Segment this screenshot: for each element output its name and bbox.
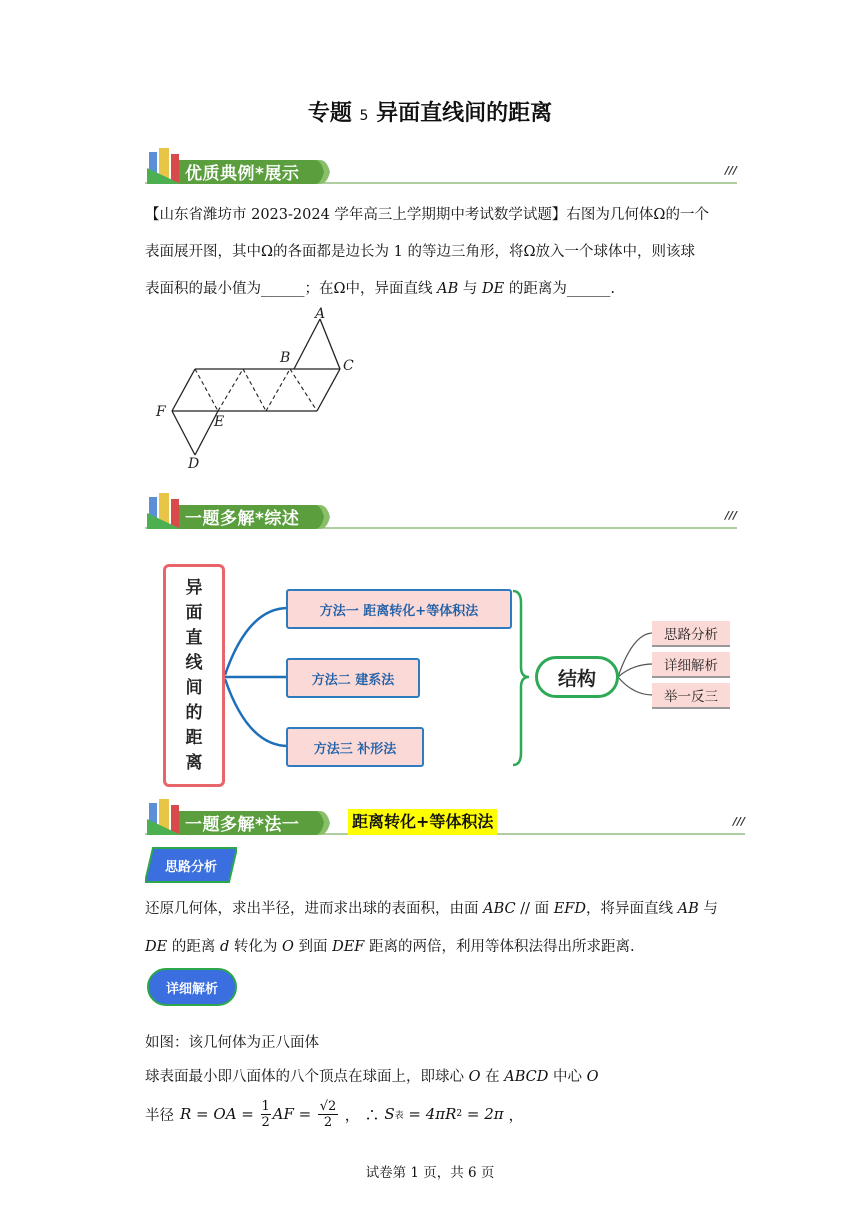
banner-slashes: /// <box>724 164 737 177</box>
page-footer: 试卷第 1 页，共 6 页 <box>365 1165 495 1181</box>
section-banner-method1 <box>145 797 745 841</box>
detail-text: 如图：该几何体为正八面体 球表面最小即八面体的八个顶点在球面上，即球心 O 在 ABCD 中心 O <box>145 1035 599 1085</box>
page-title: 专题 5 异面直线间的距离 <box>307 101 553 126</box>
method-two-box: 方法二 建系法 <box>286 658 420 698</box>
analysis-tag: 思路分析 <box>145 846 237 884</box>
section-banner-overview <box>145 491 737 535</box>
net-figure <box>150 305 370 480</box>
banner-slashes: /// <box>732 815 745 828</box>
analysis-text: 还原几何体，求出半径，进而求出球的表面积，由面 ABC // 面 EFD，将异面直线 AB 与 DE 的距离 d 转化为 O 到面 DEF 距离的两倍，利用等体积法得出所求距离. <box>145 901 718 955</box>
problem-text: 【山东省潍坊市 2023-2024 学年高三上学期期中考试数学试题】右图为几何体Ω的一个 表面展开图，其中Ω的各面都是边长为 1 的等边三角形，将Ω放入一个球体中，则该球 表面积的最小值为______；在Ω中，异面直线 AB 与 DE 的距离为______. <box>145 207 709 297</box>
formula-line: 半径 R = OA = 1 2 AF = √2 2 ， ∴ S 表 = 4πR 2 = 2π ， <box>145 1098 524 1130</box>
method-three-box: 方法三 补形法 <box>286 727 424 767</box>
banner-slashes: /// <box>724 509 737 522</box>
vertex-label-b: B <box>280 350 291 366</box>
aspect-analysis: 思路分析 <box>652 621 730 647</box>
mindmap <box>163 563 733 793</box>
banner-title: 一题多解*法一 <box>185 815 300 835</box>
section-banner-showcase <box>145 146 737 190</box>
mindmap-root: 异 面 直 线 间 的 距 离 <box>163 564 225 787</box>
banner-title: 优质典例*展示 <box>185 164 300 184</box>
banner-title: 一题多解*综述 <box>185 509 300 529</box>
vertex-label-a: A <box>315 306 326 322</box>
detail-tag: 详细解析 <box>147 968 237 1006</box>
vertex-label-c: C <box>343 358 354 374</box>
aspect-extension: 举一反三 <box>652 683 730 709</box>
radius-formula: R = OA = 1 2 AF = √2 2 ， ∴ S 表 = 4πR 2 = 2π ， <box>180 1098 524 1130</box>
vertex-label-f: F <box>156 404 166 420</box>
method-highlight: 距离转化+等体积法 <box>348 809 497 835</box>
method-one-box: 方法一 距离转化+等体积法 <box>286 589 512 629</box>
aspect-detail: 详细解析 <box>652 652 730 678</box>
vertex-label-e: E <box>214 414 225 430</box>
structure-node: 结构 <box>535 656 619 698</box>
vertex-label-d: D <box>188 456 200 472</box>
